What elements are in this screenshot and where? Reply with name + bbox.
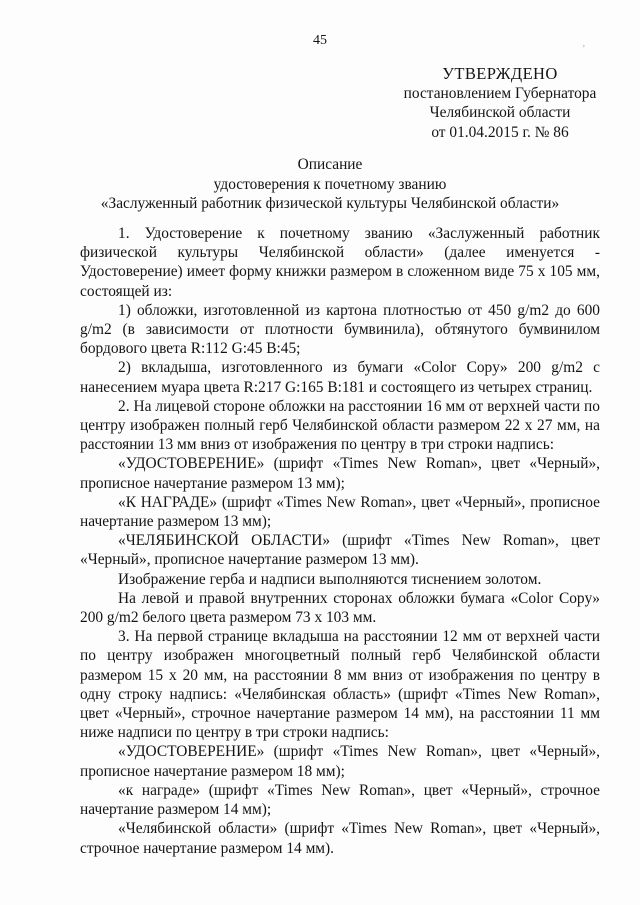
- paragraph: 1) обложки, изготовленной из картона плотностью от 450 g/m2 до 600 g/m2 (в зависимости от плотности бумвинила), обтянутого бумвинилом бордового цвета R:112 G:45 B:45;: [80, 301, 600, 358]
- heading-subtitle: удостоверения к почетному званию: [213, 175, 447, 193]
- approval-line-1: постановлением Губернатора: [403, 84, 597, 102]
- paragraph: 1. Удостоверение к почетному званию «Заслуженный работник физической культуры Челябинской области» (далее именуется - Удостоверение) имеет форму книжки размером в сложенном виде 75 х 105 мм, состоящей из:: [80, 225, 600, 300]
- paragraph: «К НАГРАДЕ» (шрифт «Times New Roman», цвет «Черный», прописное начертание размером 13 мм);: [80, 493, 600, 531]
- document-heading: [80, 155, 580, 214]
- approval-stamp: УТВЕРЖДЕНО: [442, 64, 558, 83]
- paragraph: «к награде» (шрифт «Times New Roman», цвет «Черный», строчное начертание размером 14 мм);: [80, 781, 600, 819]
- paragraph: «УДОСТОВЕРЕНИЕ» (шрифт «Times New Roman», цвет «Черный», прописное начертание размером 13 мм);: [80, 455, 600, 492]
- paragraph: 2. На лицевой стороне обложки на расстоянии 16 мм от верхней части по центру изображен полный герб Челябинской области размером 22 х 27 мм, на расстоянии 13 мм вниз от изображения по центру в три строки надпись:: [80, 397, 600, 454]
- paragraph: 3. На первой странице вкладыша на расстоянии 12 мм от верхней части по центру изображен многоцветный полный герб Челябинской области размером 15 х 20 мм, на расстоянии 8 мм вниз от изображения по центру в одну строку надпись: «Челябинская область» (шрифт «Times New Roman», цвет «Черный», строчное начертание размером 14 мм), на расстоянии 11 мм ниже надписи по центру в три строки надпись:: [80, 628, 600, 742]
- paragraph: На левой и правой внутренних сторонах обложки бумага «Color Copy» 200 g/m2 белого цвета размером 73 х 103 мм.: [80, 589, 600, 627]
- approval-line-2: Челябинской области: [429, 104, 571, 121]
- heading-title: Описание: [297, 156, 363, 173]
- page-number: 45: [313, 33, 327, 48]
- approval-block: [396, 64, 604, 142]
- paragraph: «Челябинской области» (шрифт «Times New Roman», цвет «Черный», строчное начертание размером 14 мм).: [80, 820, 600, 857]
- paragraph: «УДОСТОВЕРЕНИЕ» (шрифт «Times New Roman», цвет «Черный», прописное начертание размером 18 мм);: [80, 743, 600, 780]
- document-body: [80, 224, 600, 858]
- paragraph: 2) вкладыша, изготовленного из бумаги «Color Copy» 200 g/m2 с нанесением муара цвета R:217 G:165 B:181 и состоящего из четырех страниц.: [80, 359, 600, 396]
- approval-line-3: от 01.04.2015 г. № 86: [431, 123, 569, 141]
- corner-mark: ': [583, 44, 585, 55]
- paragraph: «ЧЕЛЯБИНСКОЙ ОБЛАСТИ» (шрифт «Times New Roman», цвет «Черный», прописное начертание размером 13 мм).: [80, 532, 600, 569]
- paragraph: Изображение герба и надписи выполняются тиснением золотом.: [118, 570, 542, 588]
- heading-award-name: «Заслуженный работник физической культуры Челябинской области»: [100, 195, 560, 212]
